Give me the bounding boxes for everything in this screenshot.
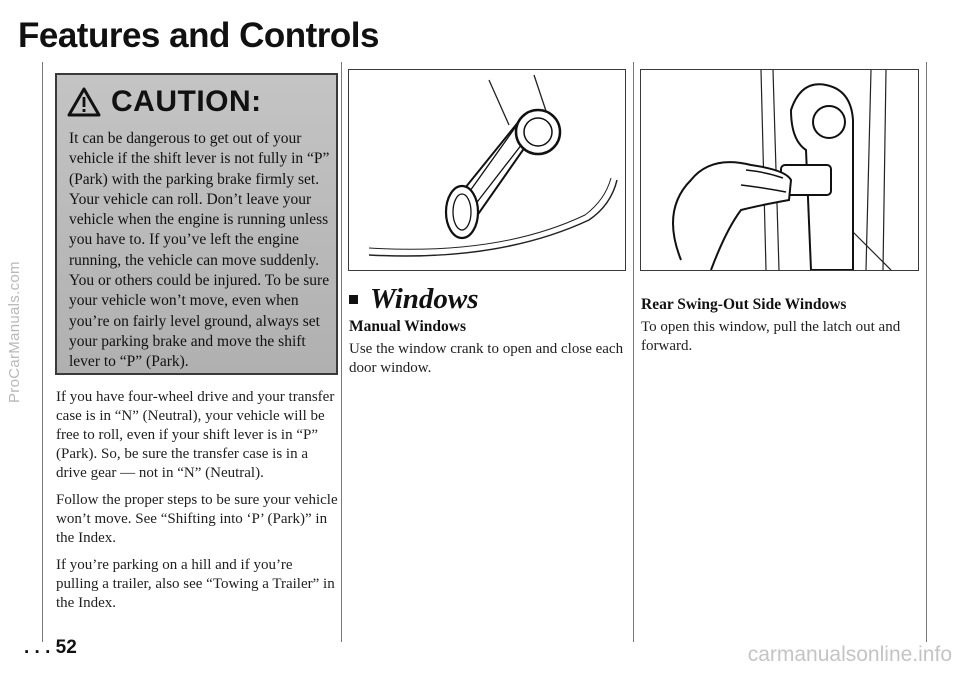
column-divider-left: [42, 62, 43, 642]
bottom-watermark: carmanualsonline.info: [747, 643, 952, 666]
windows-heading-text: Windows: [370, 283, 479, 315]
section-bullet: [349, 295, 358, 304]
page-title: Features and Controls: [18, 16, 379, 55]
column-divider-far-right: [926, 62, 927, 642]
manual-windows-subheading: Manual Windows: [349, 318, 467, 335]
page-number: . . . 52: [24, 637, 77, 658]
manual-windows-text: Use the window crank to open and close each door window.: [349, 341, 624, 376]
caution-box: [55, 73, 338, 375]
paragraph-four-wheel-drive: If you have four-wheel drive and your transfer case is in “N” (Neutral), your vehicle will be free to roll, even if your shift lever is in “P” (Park). So, be sure the transfer case is in a drive gear — not in “N” (Neutral).: [56, 389, 335, 481]
rear-windows-subheading: Rear Swing-Out Side Windows: [641, 296, 847, 313]
caution-title: CAUTION:: [111, 85, 262, 118]
rear-windows-text: To open this window, pull the latch out and forward.: [641, 319, 901, 354]
column-divider-middle: [341, 62, 342, 642]
paragraph-parking-on-hill: If you’re parking on a hill and if you’re pulling a trailer, also see “Towing a Trailer” in the Index.: [56, 557, 335, 611]
caution-header: [67, 85, 262, 119]
paragraph-proper-steps: Follow the proper steps to be sure your vehicle won’t move. See “Shifting into ‘P’ (Park)” in the Index.: [56, 492, 338, 546]
left-column-text: [56, 388, 338, 621]
window-crank-illustration: [348, 69, 626, 271]
caution-text: It can be dangerous to get out of your vehicle if the shift lever is not fully in “P” (Park) with the parking brake firmly set. Your vehicle can roll. Don’t leave your vehicle when the engine is running unless you have to. If you’ve left the engine running, the vehicle can move suddenly. You or others could be injured. To be sure your vehicle won’t move, even when you’re on fairly level ground, always set your parking brake and move the shift lever to “P” (Park).: [69, 130, 330, 371]
column-divider-right: [633, 62, 634, 642]
warning-triangle-icon: [67, 87, 101, 117]
windows-section-heading: [349, 283, 479, 316]
side-watermark: ProCarManuals.com: [6, 261, 23, 403]
rear-window-latch-illustration: [640, 69, 919, 271]
